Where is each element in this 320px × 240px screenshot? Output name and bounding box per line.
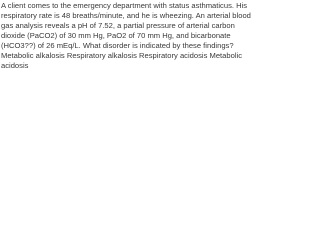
question-text: A client comes to the emergency department with status asthmaticus. His respiratory rate is 48 breaths/minute, and he is wheezing. An arterial blood gas analysis reveals a pH of 7.52, a partial pressure of arterial carbon dioxide (PaCO2) of 30 mm Hg, PaO2 of 70 mm Hg, and bicarbonate (HCO3??) of 26 mEq/L. What disorder is indicated by these findings? Metabolic alkalosis Respiratory alkalosis Respiratory acidosis Metabolic acidosis — [1, 1, 251, 70]
